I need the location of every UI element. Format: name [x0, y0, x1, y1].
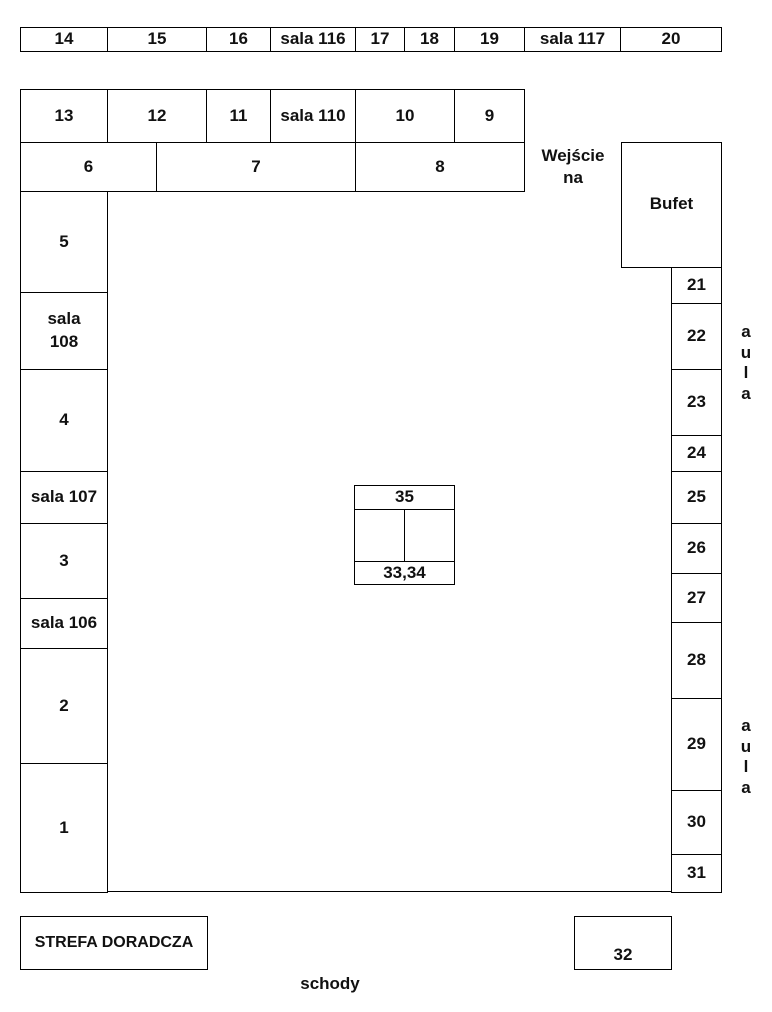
stall-label: 35: [395, 487, 414, 507]
stall-label: 18: [420, 29, 439, 49]
stall-label: 2: [59, 695, 69, 715]
hall-bottom-wall: [20, 891, 672, 892]
stall-3: [20, 523, 108, 599]
aula-letter: l: [743, 363, 749, 383]
stall-label: 15: [147, 29, 167, 49]
stall-label: 30: [687, 812, 706, 832]
stall-18: [404, 27, 455, 52]
room-108: [20, 292, 108, 370]
stall-5: [20, 191, 108, 293]
room-106: [20, 598, 108, 649]
stall-14: [20, 27, 108, 52]
stall-1: [20, 763, 108, 893]
strefa-label: STREFA DORADCZA: [34, 934, 194, 952]
stall-label: 27: [687, 587, 706, 607]
stall-22: [671, 303, 722, 370]
stall-7: [156, 142, 356, 192]
room-107: [20, 471, 108, 524]
entrance-label: [528, 145, 618, 189]
entrance-line-2: na: [563, 168, 583, 188]
stall-27: [671, 573, 722, 623]
aula-letter: a: [741, 322, 751, 341]
stall-label: sala 107: [30, 487, 98, 507]
stairs-label: schody: [300, 974, 360, 993]
entrance-line-1: Wejście: [541, 146, 605, 165]
stall-label: 11: [229, 105, 248, 125]
stall-label: 22: [687, 326, 706, 346]
stall-9: [454, 89, 525, 143]
stall-label: 10: [395, 105, 415, 125]
stall-label: 4: [59, 410, 69, 430]
stall-34: [404, 509, 455, 562]
room-110: [270, 89, 356, 143]
stall-label: 32: [613, 945, 633, 965]
stall-16: [206, 27, 271, 52]
stall-24: [671, 435, 722, 472]
stall-label: sala 117: [539, 29, 606, 49]
stall-6: [20, 142, 157, 192]
stall-30: [671, 790, 722, 855]
stall-label: 1: [59, 817, 69, 837]
stall-label: 8: [435, 156, 445, 176]
stall-35: [354, 485, 455, 510]
stall-11: [206, 89, 271, 143]
stall-label: 26: [687, 538, 706, 558]
stall-20: [620, 27, 722, 52]
stall-label: 19: [480, 29, 499, 49]
stall-label: 29: [687, 734, 706, 754]
stall-29: [671, 698, 722, 791]
aula-letter: a: [741, 384, 751, 404]
aula-letter: u: [740, 342, 752, 362]
stall-label: 6: [83, 156, 94, 176]
stall-28: [671, 622, 722, 699]
stall-10: [355, 89, 455, 143]
stall-label: sala 106: [30, 613, 98, 633]
bufet-label: Bufet: [649, 194, 694, 213]
stall-label: 12: [147, 105, 167, 125]
stall-31: [671, 854, 722, 893]
aula-letter: u: [740, 736, 752, 756]
stall-label: 9: [484, 105, 495, 125]
stall-17: [355, 27, 405, 52]
stall-label: 33,34: [383, 562, 426, 582]
stall-2: [20, 648, 108, 764]
stall-label: 17: [370, 29, 390, 49]
stall-label: 20: [661, 29, 681, 49]
stall-4: [20, 369, 108, 472]
stall-25: [671, 471, 722, 524]
stall-13: [20, 89, 108, 143]
aula-letter: l: [743, 757, 749, 777]
stall-label: 23: [687, 392, 706, 412]
aula-label-upper: [739, 322, 753, 405]
bufet: [621, 142, 722, 268]
stall-label: sala 108: [47, 309, 81, 351]
stall-33-34-label: [354, 561, 455, 585]
stall-label: sala 116: [280, 29, 346, 49]
stall-label: 16: [229, 29, 248, 49]
strefa-doradcza: [20, 916, 208, 970]
stall-label: 24: [687, 443, 706, 463]
stall-label: 13: [54, 105, 74, 125]
room-116: [270, 27, 356, 52]
stall-label: 21: [687, 275, 706, 295]
stall-label: sala 110: [280, 105, 346, 125]
stall-label: 25: [687, 487, 706, 507]
stall-label: 31: [687, 863, 706, 883]
stall-label: 7: [251, 156, 261, 176]
stall-label: 5: [59, 231, 69, 251]
aula-letter: a: [741, 716, 751, 735]
stall-33: [354, 509, 405, 562]
stall-26: [671, 523, 722, 574]
room-117: [524, 27, 621, 52]
stall-8: [355, 142, 525, 192]
aula-letter: a: [741, 778, 751, 798]
stall-23: [671, 369, 722, 436]
stall-label: 3: [59, 550, 69, 570]
stall-19: [454, 27, 525, 52]
aula-label-lower: [739, 716, 753, 799]
stall-15: [107, 27, 207, 52]
stall-12: [107, 89, 207, 143]
stall-label: 14: [54, 29, 74, 49]
stall-32: [574, 916, 672, 970]
stall-21: [671, 267, 722, 304]
stall-label: 28: [687, 650, 706, 670]
